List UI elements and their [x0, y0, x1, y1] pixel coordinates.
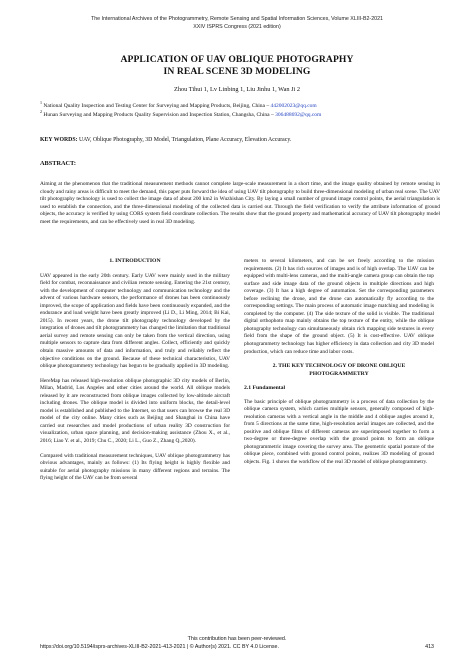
section-1-heading: 1. INTRODUCTION [109, 258, 161, 264]
affiliation-1-marker: 1 [40, 100, 42, 105]
keywords-label: KEY WORDS: [40, 137, 78, 143]
section-2-heading: 2. THE KEY TECHNOLOGY OF DRONE OBLIQUE PHOTOGRAMMETRY [272, 363, 406, 377]
abstract-heading: ABSTRACT: [40, 160, 76, 167]
author-list: Zhou Tihui 1, Lv Linbing 1, Liu Jinhu 1, Wan Ji 2 [173, 86, 301, 93]
subsection-2-1-heading: 2.1 Fundamental [244, 385, 286, 392]
running-header-line2: XXIV ISPRS Congress (2021 edition) [193, 24, 281, 30]
keywords-text: UAV, Oblique Photography, 3D Model, Triangulation, Plane Accuracy, Elevation Accuracy. [78, 137, 292, 143]
affiliation-1-text: National Quality Inspection and Testing Center for Surveying and Mapping Products, Beijing, China – [43, 102, 271, 109]
abstract-body: Aiming at the phenomenon that the traditional measurement methods cannot complete large-scale measurement in a short time, and the image quality obtained by remote sensing in cloudy and rainy areas is difficult to meet the demand, this paper puts forward the idea of using UAV tilt photography to build three-dimensional modeling of urban real scene. The UAV tilt photography technology is used to collect the image data of about 200 km2 in Wuzhishan City. By laying a small number of ground image control points, the aerial triangulation is used to establish the connection, and the three-dimensional modeling of the collected data is carried out. Through the field verification to verify the attribute information of ground objects, the accuracy is verified by using CORS system field coordinate collection. The results show that the ground property and mathematical accuracy of UAV tilt photography model meet the requirements, and can be effectively used in real 3D modeling. [40, 181, 440, 225]
keywords-block [40, 136, 440, 144]
running-header-line1: The International Archives of the Photogrammetry, Remote Sensing and Spatial Information Sciences, Volume XLIII-B2-2021 [91, 16, 383, 22]
intro-paragraph-3: Compared with traditional measurement techniques, UAV oblique photogrammetry has obvious advantages, mainly as follows: (1) Its flying height is highly flexible and suitable for aerial photography missions in many different regions and terrains. The flying height of the UAV can be from several [40, 452, 230, 482]
doi-license-line[interactable]: https://doi.org/10.5194/isprs-archives-XLIII-B2-2021-413-2021 | © Author(s) 2021. CC BY 4.0 License. [40, 644, 279, 650]
left-column [40, 258, 230, 616]
peer-review-note: This contribution has been peer-reviewed. [187, 636, 287, 642]
paper-title-line1: APPLICATION OF UAV OBLIQUE PHOTOGRAPHY [120, 54, 354, 65]
right-column [244, 258, 434, 616]
affiliation-2 [40, 108, 440, 119]
fundamental-paragraph: The basic principle of oblique photogrammetry is a process of data collection by the oblique camera system, which carries multiple sensors, generally composed of high-resolution cameras with a vertical angle in the middle and 4 oblique angles around it, from 5 directions at the same time, high-resolution aerial images are collected, and the positive and oblique films of different cameras are superimposed together to form a two-degree or three-degree overlap with the ground points to form an oblique photogrammetric image covering the survey area. The geometric spatial posture of the oblique piece, combined with ground control points, realizes 3D modeling of ground objects. Fig. 1 shows the workflow of the real 3D model of oblique photogrammetry. [244, 398, 434, 465]
affiliation-2-email-link[interactable]: 306488692@qq.com [275, 111, 322, 118]
paper-title-line2: IN REAL SCENE 3D MODELING [163, 66, 311, 77]
page-number: 413 [425, 644, 434, 650]
affiliation-2-marker: 2 [40, 109, 42, 114]
intro-paragraph-2: HereMap has released high-resolution oblique photographic 3D city models of Berlin, Milan, Madrid, Los Angeles and other cities around the world. All oblique models released by it are reconstructed from oblique images collected by low-altitude aircraft including drones. The oblique model is divided into uniform blocks, the detail-level model is established and published to the Internet, so that users can browse the real 3D model of the city online. Many cities such as Beijing and Shanghai in China have carried out researches and model productions of urban reality 3D construction for visualization, urban space planning, and decision-making assistance (Zhou X., et al., 2016; Liao Y. et al., 2019; Chu C., 2020; Li L., Guo Z., Zhang Q.,2020). [40, 377, 230, 444]
intro-paragraph-1: UAV appeared in the early 20th century. Early UAV were mainly used in the military field for combat, reconnaissance and civilian remote sensing. Entering the 21st century, with the development of computer technology and communication technology and the advent of various hardware sensors, the performance of drones has been continuously improved, the scope of application and fields have been continuously expanded, and the endurance and load weight have been greatly improved (Li D., Li Ming, 2014; Bi Kai, 2015). In recent years, the drone tilt photography technology developed by the integration of drones and tilt photogrammetry has changed the limitation that traditional aerial survey and remote sensing can only be taken from the vertical direction, using multiple sensors to capture data from different angles. Collect, efficiently and quickly obtain massive amounts of data and information, and truly and reliably reflect the objective conditions on the ground. Because of these technical characteristics, UAV oblique photogrammetry technology has begun to be gradually applied in 3D modeling. [40, 272, 230, 370]
intro-paragraph-continued: meters to several kilometers, and can be set freely according to the mission requirements. (2) It has rich sources of images and is of high overlap. The UAV can be equipped with multi-lens cameras, and the multi-angle camera group can obtain the top surface and side image data of the ground objects in multiple directions and high coverage. (3) It has a high degree of automation. Set the corresponding parameters before reclining the drone, and the drone can automatically fly according to the corresponding settings. The main process of automatic image matching and modeling is completed by the computer. (4) The side texture of the solid is visible. The traditional digital orthophoto map mainly obtains the top texture of the entity, while the oblique photography technology can simultaneously obtain rich mapping side textures in every field from the shape of the ground object. (5) It is cost-effective. UAV oblique photogrammetry technology has higher efficiency in data collection and city 3D model production, which can reduce time and labor costs. [244, 258, 434, 355]
affiliation-2-text: Hunan Surveying and Mapping Products Quality Supervision and Inspection Station, Changsha, China – [43, 111, 276, 118]
affiliation-1-email-link[interactable]: 442002023@qq.com [270, 102, 317, 109]
